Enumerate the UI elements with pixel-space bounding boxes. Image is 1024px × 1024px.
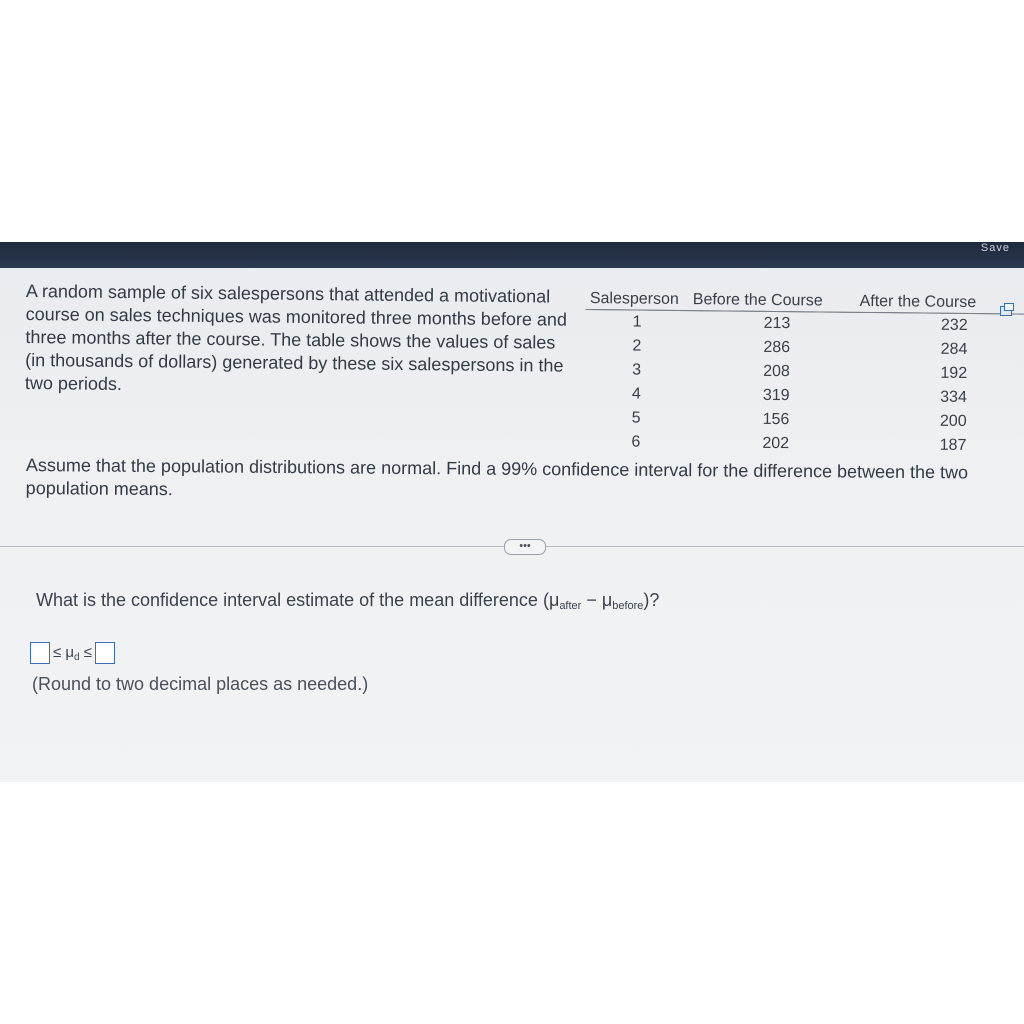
- mu-d-subscript: d: [74, 651, 80, 663]
- upper-bound-input[interactable]: [95, 642, 115, 664]
- top-bar: [0, 242, 1024, 268]
- copy-icon[interactable]: [1000, 306, 1012, 316]
- expand-button[interactable]: •••: [504, 539, 546, 555]
- cell-before: 319: [762, 386, 790, 405]
- question-suffix: )?: [643, 590, 660, 610]
- le-mu: ≤ μ: [53, 643, 75, 661]
- cell-salesperson: 1: [632, 313, 642, 331]
- cell-after: 187: [939, 436, 967, 454]
- cell-salesperson: 5: [631, 409, 641, 427]
- cell-salesperson: 3: [632, 361, 642, 379]
- cell-salesperson: 6: [631, 433, 641, 451]
- cell-before: 286: [763, 338, 791, 357]
- cell-before: 213: [763, 314, 791, 333]
- header-before: Before the Course: [689, 291, 856, 312]
- problem-intro: A random sample of six salespersons that attended a motivational course on sales techniques was monitored three months before and three months after the course. The table shows the values of sales (in thousands of dollars) generated by these six salespersons in the two periods.: [24, 280, 568, 395]
- problem-assumption: Assume that the population distributions are normal. Find a 99% confidence interval for the difference between the two population means.: [25, 454, 969, 500]
- cell-before: 202: [762, 434, 790, 453]
- save-button[interactable]: Save: [980, 242, 1010, 254]
- question-minus: − μ: [581, 590, 613, 610]
- header-after: After the Course: [856, 293, 1024, 314]
- sales-table: [584, 290, 1024, 459]
- question-prefix: What is the confidence interval estimate of the mean difference (μ: [36, 590, 560, 610]
- cell-after: 284: [940, 340, 968, 358]
- table-row: [584, 430, 1022, 459]
- mu-after-subscript: after: [559, 600, 582, 612]
- cell-before: 208: [763, 362, 790, 381]
- cell-after: 200: [939, 412, 967, 430]
- header-salesperson: Salesperson: [586, 290, 689, 311]
- inequality-label: [50, 644, 95, 663]
- mu-before-subscript: before: [612, 600, 644, 612]
- lower-bound-input[interactable]: [30, 642, 50, 664]
- cell-before: 156: [762, 410, 790, 429]
- cell-after: 192: [940, 364, 968, 382]
- cell-salesperson: 2: [632, 337, 642, 355]
- question-text: [36, 590, 659, 612]
- screen: [0, 242, 1024, 782]
- cell-after: 334: [940, 388, 967, 406]
- cell-salesperson: 4: [631, 385, 641, 403]
- rounding-hint: (Round to two decimal places as needed.): [32, 674, 369, 694]
- le-second: ≤: [79, 643, 93, 661]
- cell-after: 232: [940, 316, 968, 334]
- answer-row: [30, 640, 115, 666]
